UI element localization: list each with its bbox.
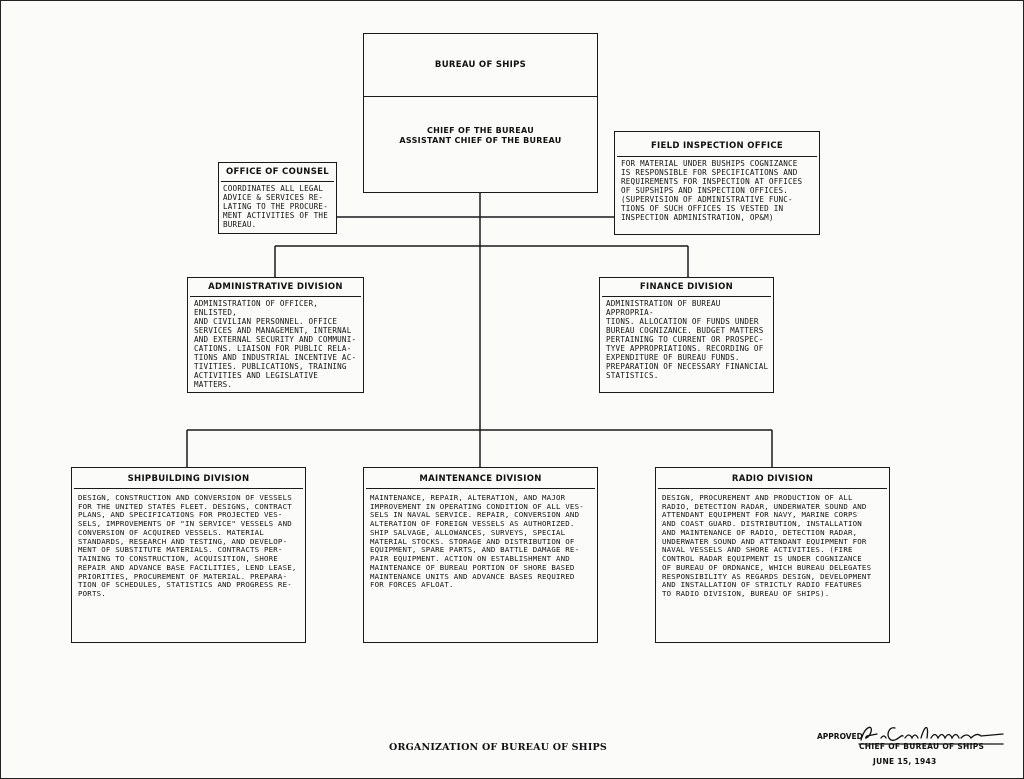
chief-of-bureau: CHIEF OF THE BUREAU [426, 126, 535, 135]
shipbuilding-division-box [71, 467, 306, 643]
radio-title: RADIO DIVISION [731, 474, 814, 484]
counsel-title: OFFICE OF COUNSEL [226, 167, 329, 177]
finance-title: FINANCE DIVISION [639, 282, 734, 292]
approval-date: JUNE 15, 1943 [873, 757, 937, 766]
finance-division-box [599, 277, 774, 393]
administrative-description: ADMINISTRATION OF OFFICER, ENLISTED, AND CIVILIAN PERSONNEL. OFFICE SERVICES AND MANAGEMENT, INTERNAL AND EXTERNAL SECURITY AND COMMUNI- CATIONS. LIAISON FOR PUBLIC RELA- TIONS AND INDUSTRIAL INCENTIVE AC- TIVITIES. PUBLICATIONS, TRAINING ACTIVITIES AND LEGISLATIVE MATTERS. [194, 299, 357, 389]
approval-block [817, 724, 1007, 774]
radio-description: DESIGN, PROCUREMENT AND PRODUCTION OF ALL RADIO, DETECTION RADAR, UNDERWATER SOUND AND ATTENDANT EQUIPMENT FOR NAVY, MARINE CORPS AND COAST GUARD. DISTRIBUTION, INSTALLATION AND MAINTENANCE OF RADIO, DETECTION RADAR, UNDERWATER SOUND AND ATTENDANT EQUIPMENT FOR NAVAL VESSELS AND SHORE ACTIVITIES. (FIRE CONTROL RADAR EQUIPMENT IS UNDER COGNIZANCE OF BUREAU OF ORDNANCE, WHICH BUREAU DELEGATES RESPONSIBILITY AS REGARDS DESIGN, DEVELOPMENT AND INSTALLATION OF STRICTLY RADIO FEATURES TO RADIO DIVISION, BUREAU OF SHIPS). [662, 493, 872, 599]
administrative-title: ADMINISTRATIVE DIVISION [208, 282, 343, 292]
counsel-description: COORDINATES ALL LEGAL ADVICE & SERVICES RE- LATING TO THE PROCURE- MENT ACTIVITIES OF THE BUREAU. [223, 184, 328, 229]
approved-label: APPROVED [817, 732, 863, 741]
assistant-chief: ASSISTANT CHIEF OF THE BUREAU [399, 135, 562, 145]
office-of-counsel-box [218, 162, 337, 234]
signer-title: CHIEF OF BUREAU OF SHIPS [859, 742, 985, 751]
field-inspection-title: FIELD INSPECTION OFFICE [650, 141, 784, 151]
bureau-of-ships-box [363, 33, 598, 193]
chart-caption: ORGANIZATION OF BUREAU OF SHIPS [389, 742, 607, 753]
finance-description: ADMINISTRATION OF BUREAU APPROPRIA- TIONS. ALLOCATION OF FUNDS UNDER BUREAU COGNIZANCE. BUDGET MATTERS PERTAINING TO CURRENT OR PROSPEC- TYVE APPROPRIATIONS. RECORDING OF EXPENDITURE OF BUREAU FUNDS. PREPARATION OF NECESSARY FINANCIAL STATISTICS. [606, 299, 769, 380]
maintenance-description: MAINTENANCE, REPAIR, ALTERATION, AND MAJOR IMPROVEMENT IN OPERATING CONDITION OF ALL VES- SELS IN NAVAL SERVICE. REPAIR, CONVERSION AND ALTERATION OF FOREIGN VESSELS AS AUTHORIZED. SHIP SALVAGE, ALLOWANCES, SURVEYS, SPECIAL MATERIAL STOCKS. STORAGE AND DISTRIBUTION OF EQUIPMENT, SPARE PARTS, AND BATTLE DAMAGE RE- PAIR EQUIPMENT. ACTION ON ESTABLISHMENT AND MAINTENANCE OF BUREAU PORTION OF SHORE BASED MAINTENANCE UNITS AND ADVANCE BASES REQUIRED FOR FORCES AFLOAT. [370, 493, 584, 590]
maintenance-title: MAINTENANCE DIVISION [419, 474, 542, 484]
shipbuilding-description: DESIGN, CONSTRUCTION AND CONVERSION OF VESSELS FOR THE UNITED STATES FLEET. DESIGNS, CONTRACT PLANS, AND SPECIFICATIONS FOR PROJECTED VES- SELS, IMPROVEMENTS OF "IN SERVICE" VESSELS AND CONVERSION OF ACQUIRED VESSELS. MATERIAL STANDARDS, RESEARCH AND TESTING, AND DEVELOP- MENT OF SUBSTITUTE MATERIALS. CONTRACTS PER- TAINING TO CONSTRUCTION, ACQUISITION, SHORE REPAIR AND ADVANCE BASE FACILITIES, LEND LEASE, PRIORITIES, PROCUREMENT OF MATERIAL. PREPARA- TION OF SCHEDULES, STATISTICS AND PROGRESS RE- PORTS. [78, 493, 297, 599]
maintenance-division-box [363, 467, 598, 643]
bureau-chief-section [364, 98, 597, 192]
administrative-division-box [187, 277, 364, 393]
radio-division-box [655, 467, 890, 643]
field-inspection-description: FOR MATERIAL UNDER BUSHIPS COGNIZANCE IS RESPONSIBLE FOR SPECIFICATIONS AND REQUIREMENTS FOR INSPECTION AT OFFICES OF SUPSHIPS AND INSPECTION OFFICES. (SUPERVISION OF ADMINISTRATIVE FUNC- TIONS OF SUCH OFFICES IS VESTED IN INSPECTION ADMINISTRATION, OP&M) [621, 159, 803, 222]
field-inspection-office-box [614, 131, 820, 235]
bureau-title: BUREAU OF SHIPS [364, 34, 597, 97]
shipbuilding-title: SHIPBUILDING DIVISION [127, 474, 250, 484]
